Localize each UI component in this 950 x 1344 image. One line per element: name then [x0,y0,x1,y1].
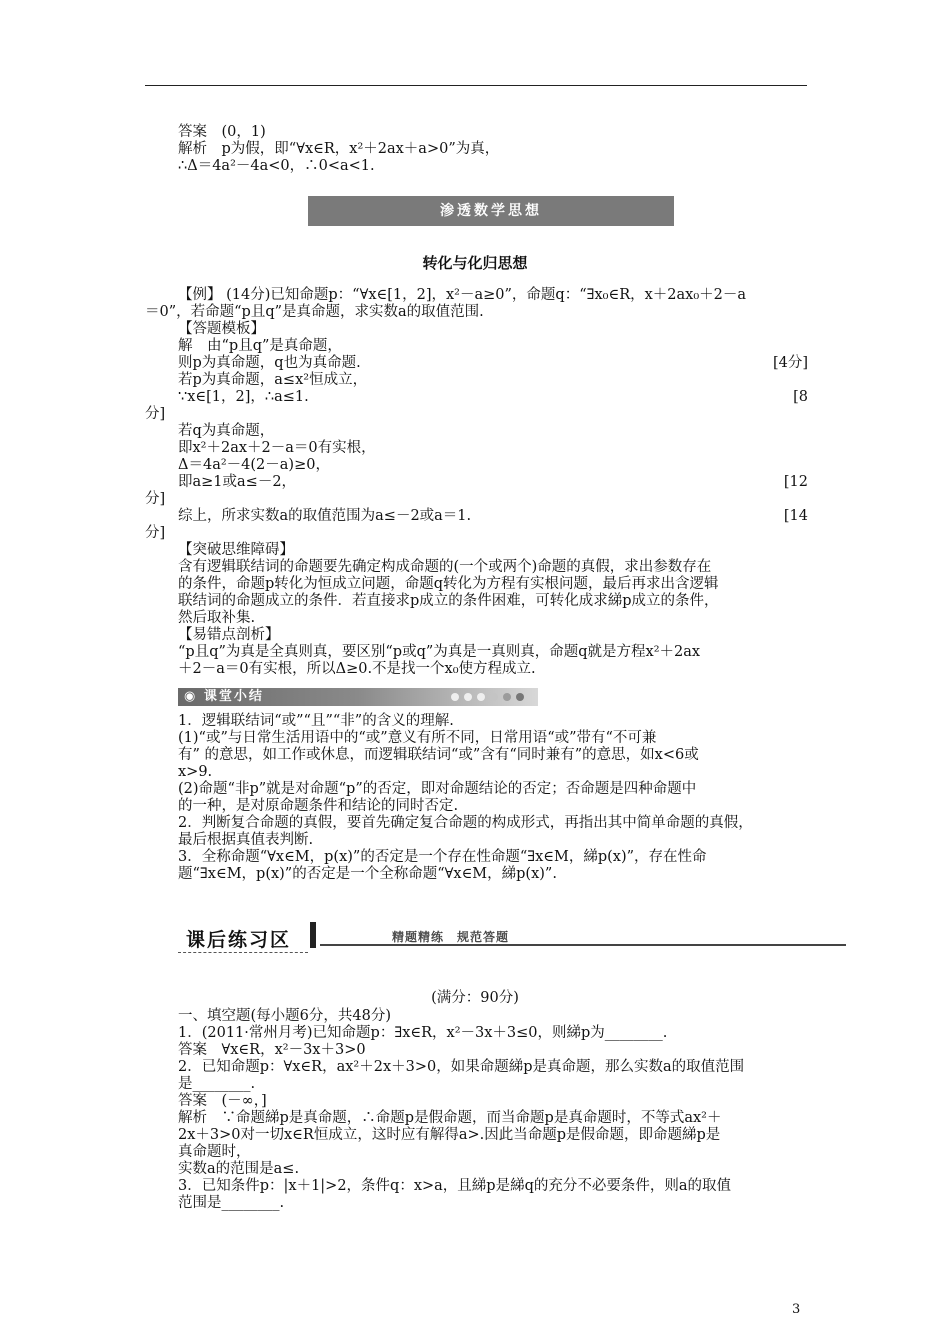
solution-line: 解 由“p且q”是真命题， [178,338,342,354]
page-number: 3 [792,1302,801,1317]
score-mark: [8 [793,389,808,405]
header-dash [178,952,308,953]
tupo-text: 然后取补集. [178,610,256,626]
homework-line: 答案 (－∞，] [178,1093,267,1109]
summary-label: ◉ 课堂小结 [184,689,264,704]
tupo-text: 的条件，命题p转化为恒成立问题，命题q转化为方程有实根问题，最后再求出含逻辑 [178,576,719,592]
header-rule [320,944,846,946]
tupo-text: 联结词的命题成立的条件．若直接求p成立的条件困难，可转化成求綈p成立的条件， [178,593,719,609]
analysis-line-2: ∴Δ＝4a²－4a<0，∴0<a<1. [178,158,375,174]
summary-line: 2．判断复合命题的真假，要首先确定复合命题的构成形式，再指出其中简单命题的真假， [178,815,753,831]
homework-line: 1．(2011·常州月考)已知命题p：∃x∈R，x²－3x＋3≤0，则綈p为________. [178,1025,668,1041]
solution-line: Δ＝4a²－4(2－a)≥0， [178,457,330,473]
section-subtitle: 转化与化归思想 [422,254,528,272]
summary-line: 最后根据真值表判断. [178,832,314,848]
top-rule [145,85,807,86]
homework-line: 实数a的范围是a≤. [178,1161,300,1177]
homework-line: 是________. [178,1076,256,1092]
tupo-text: 含有逻辑联结词的命题要先确定构成命题的(一个或两个)命题的真假，求出参数存在 [178,559,712,575]
score-tail: 分] [145,525,166,541]
homework-title: 课后练习区 [186,929,292,951]
solution-line: 即x²＋2ax＋2－a＝0有实根， [178,440,376,456]
summary-line: 题“∃x∈M，p(x)”的否定是一个全称命题“∀x∈M，綈p(x)”. [178,866,557,882]
summary-bar [178,688,538,706]
summary-line: x>9. [178,764,213,780]
homework-header [178,922,846,952]
score-mark: [4分] [772,355,808,371]
score-mark: [12 [783,474,808,490]
homework-line: 2x＋3>0对一切x∈R恒成立，这时应有解得a>.因此当命题p是假命题，即命题綈p是 [178,1127,721,1143]
homework-line: 一、填空题(每小题6分，共48分) [178,1008,391,1024]
homework-line: 真命题时， [178,1144,251,1160]
homework-line: 解析 ∵命题綈p是真命题，∴命题p是假命题，而当命题p是真命题时，不等式ax²＋ [178,1110,722,1126]
solution-line: 若p为真命题，a≤x²恒成立， [178,372,368,388]
score-mark: [14 [783,508,808,524]
homework-line: 3．已知条件p：|x＋1|>2，条件q：x>a，且綈p是綈q的充分不必要条件，则a的取值 [178,1178,732,1194]
summary-line: 的一种，是对原命题条件和结论的同时否定. [178,798,459,814]
tupo-heading: 【突破思维障碍】 [178,542,294,558]
solution-line: ∵x∈[1，2]，∴a≤1. [178,389,309,405]
solution-line: 若q为真命题， [178,423,275,439]
header-divider [310,922,316,948]
solution-line: 综上，所求实数a的取值范围为a≤－2或a＝1. [178,508,472,524]
summary-line: (2)命题“非p”就是对命题“p”的否定，即对命题结论的否定；否命题是四种命题中 [178,781,697,797]
homework-line: 范围是________. [178,1195,285,1211]
example-line-1: 【例】 (14分)已知命题p：“∀x∈[1，2]，x²－a≥0”，命题q：“∃x₀∈R，x＋2ax₀＋2－a [178,287,747,303]
yicuo-text: “p且q”为真是全真则真，要区别“p或q”为真是一真则真，命题q就是方程x²＋2ax [178,644,701,660]
homework-subtitle: 精题精练 规范答题 [392,930,510,944]
yicuo-text: ＋2－a＝0有实根，所以Δ≥0.不是找一个x₀使方程成立. [178,661,536,677]
score-tail: 分] [145,491,166,507]
yicuo-heading: 【易错点剖析】 [178,627,280,643]
analysis-line: 解析 p为假，即“∀x∈R，x²＋2ax＋a>0”为真， [178,141,500,157]
score-tail: 分] [145,406,166,422]
summary-line: 1．逻辑联结词“或”“且”“非”的含义的理解. [178,713,454,729]
summary-line: 3．全称命题“∀x∈M，p(x)”的否定是一个存在性命题“∃x∈M，綈p(x)”，存在性命 [178,849,707,865]
template-heading: 【答题模板】 [178,321,265,337]
summary-line: (1)“或”与日常生活用语中的“或”意义有所不同，日常用语“或”带有“不可兼 [178,730,657,746]
section-band: 渗透数学思想 [308,196,674,226]
full-score: (满分：90分) [431,990,519,1006]
answer-line: 答案 (0，1) [178,124,266,140]
homework-line: 答案 ∀x∈R，x²－3x＋3>0 [178,1042,366,1058]
summary-line: 有” 的意思，如工作或休息，而逻辑联结词“或”含有“同时兼有”的意思，如x<6或 [178,747,699,763]
decorative-dots [451,693,524,701]
solution-line: 即a≥1或a≤－2， [178,474,297,490]
homework-line: 2．已知命题p：∀x∈R，ax²＋2x＋3>0，如果命题綈p是真命题，那么实数a的取值范围 [178,1059,745,1075]
solution-line: 则p为真命题，q也为真命题. [178,355,361,371]
example-line-2: ＝0”，若命题“p且q”是真命题，求实数a的取值范围. [145,304,484,320]
